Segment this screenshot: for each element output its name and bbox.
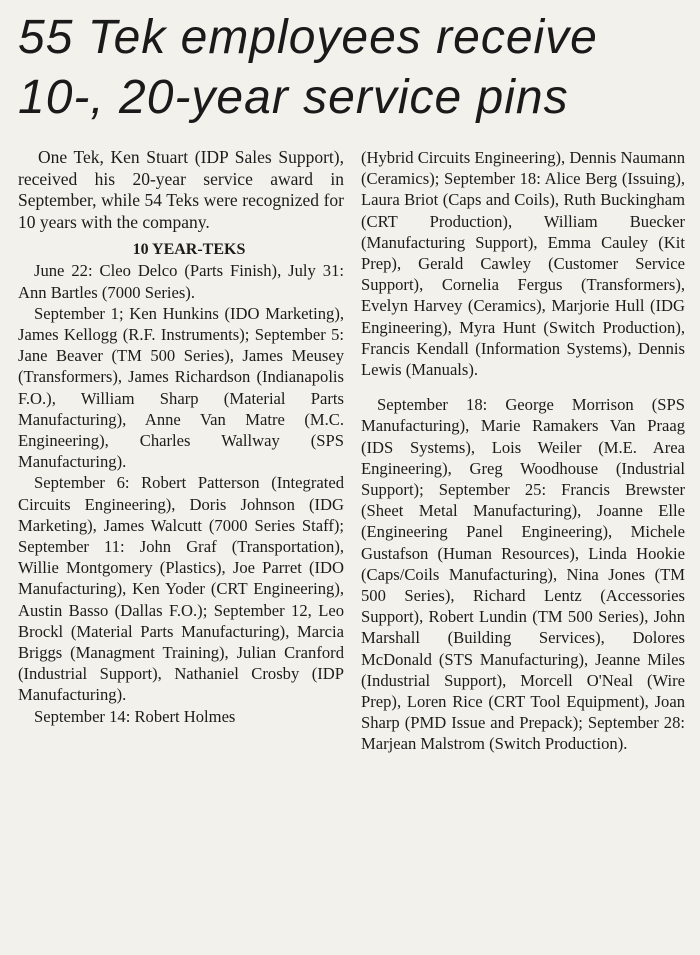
article-paragraph: September 18: George Morrison (SPS Manufacturing), Marie Ramakers Van Praag (IDS Systems), Lois Weiler (M.E. Area Engineering), Greg Woodhouse (Industrial Support); September 25: Francis Brewster (Sheet Metal Manufacturing), Joanne Elle (Engineering Panel Engineering), Michele Gustafson (Human Resources), Linda Hookie (Caps/Coils Manufacturing), Nina Jones (TM 500 Series), Richard Lentz (Accessories Support), Robert Lundin (TM 500 Series), John Marshall (Building Services), Dolores McDonald (STS Manufacturing), Jeanne Miles (Industrial Support), Morcell O'Neal (Wire Prep), Loren Rice (CRT Tool Equipment), Joan Sharp (PMD Issue and Prepack); September 28: Marjean Malstrom (Switch Production). — [361, 395, 685, 754]
article-paragraph: September 6: Robert Patterson (Integrated Circuits Engineering), Doris Johnson (IDG Marketing), James Walcutt (7000 Series Staff); September 11: John Graf (Transportation), Willie Montgomery (Plastics), Joe Parret (IDO Manufacturing), Ken Yoder (CRT Engineering), Austin Basso (Dallas F.O.); September 12, Leo Brockl (Material Parts Manufacturing), Marcia Briggs (Managment Training), Julian Cranford (Industrial Support), Nathaniel Crosby (IDP Manufacturing). — [18, 473, 344, 705]
left-column — [18, 147, 344, 727]
headline-line-2: 10-, 20-year service pins — [18, 71, 569, 124]
headline-line-1: 55 Tek employees receive — [18, 11, 598, 64]
right-column — [361, 147, 685, 755]
headline — [18, 8, 688, 128]
article-paragraph: September 1; Ken Hunkins (IDO Marketing), James Kellogg (R.F. Instruments); September 5: Jane Beaver (TM 500 Series), James Meusey (Transformers), James Richardson (Indianapolis F.O.), William Sharp (Material Parts Manufacturing), Anne Van Matre (M.C. Engineering), Charles Wallway (SPS Manufacturing). — [18, 303, 344, 472]
article-paragraph: (Hybrid Circuits Engineering), Dennis Naumann (Ceramics); September 18: Alice Berg (Issuing), Laura Briot (Caps and Coils), Ruth Buckingham (CRT Production), William Buecker (Manufacturing Support), Emma Cauley (Kit Prep), Gerald Cawley (Customer Service Support), Cornelia Fergus (Transformers), Evelyn Harvey (Ceramics), Marjorie Hull (IDG Engineering), Myra Hunt (Switch Production), Francis Kendall (Information Systems), Dennis Lewis (Manuals). — [361, 148, 685, 380]
article-paragraph: September 14: Robert Holmes — [34, 706, 236, 726]
section-subhead: 10 YEAR-TEKS — [132, 241, 246, 259]
article-paragraph: June 22: Cleo Delco (Parts Finish), July 31: Ann Bartles (7000 Series). — [18, 261, 344, 302]
intro-paragraph: One Tek, Ken Stuart (IDP Sales Support), received his 20-year service award in September, while 54 Teks were recognized for 10 years with the company. — [18, 147, 344, 232]
